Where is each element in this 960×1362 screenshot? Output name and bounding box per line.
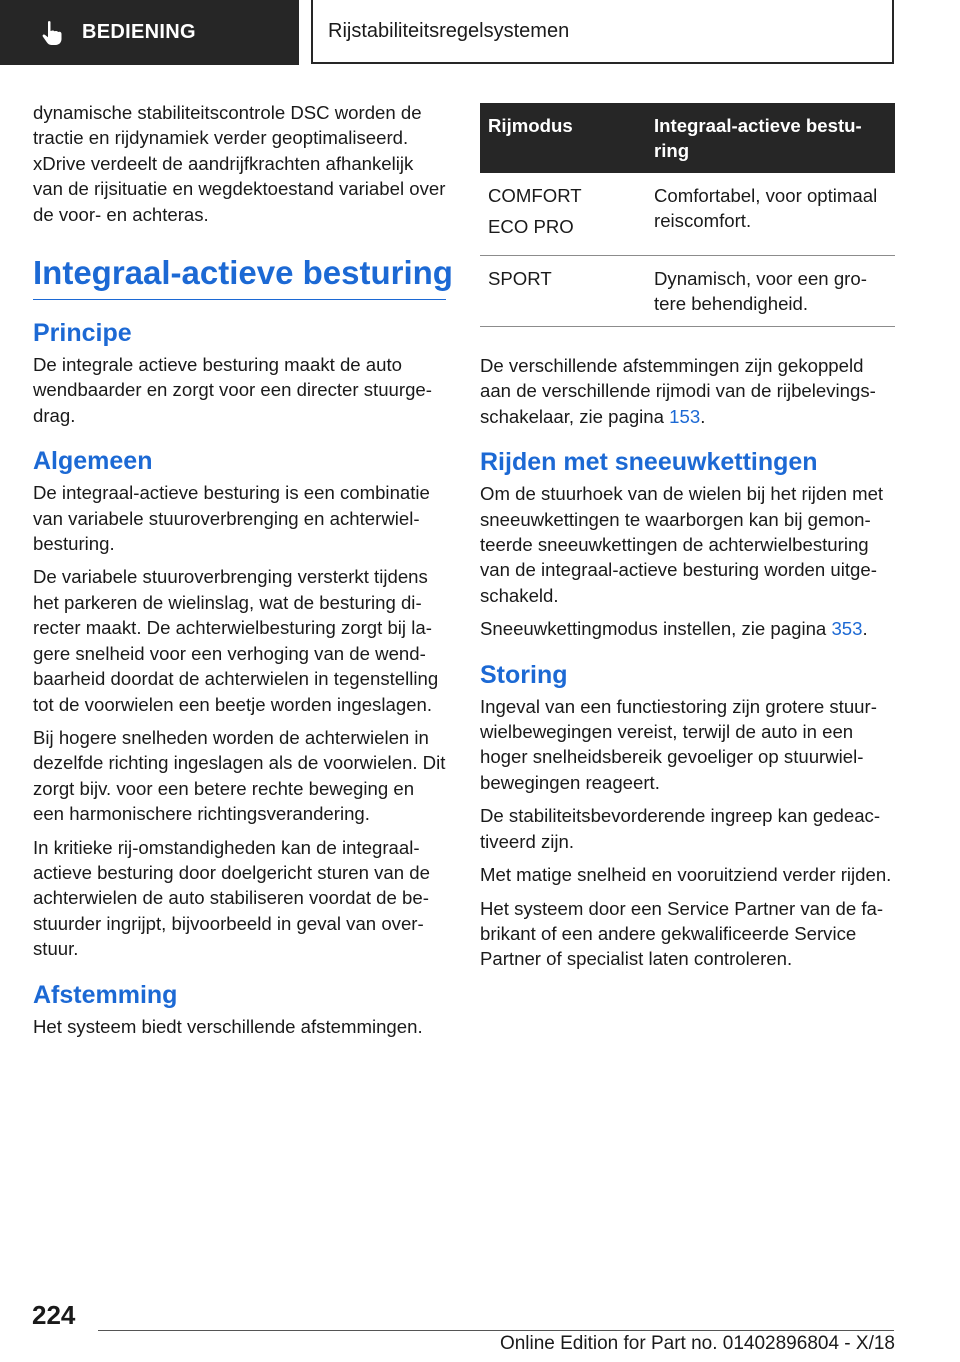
storing-paragraph-4: Het systeem door een Service Partner van de fabrikant of een andere gekwalificeerde Service Partner of specialist laten controleren. — [480, 897, 884, 970]
algemeen-paragraph-3: Bij hogere snelheden worden de achterwielen in dezelfde richting ingeslagen als de voorwielen. Dit zorgt bijv. voor een betere rechte beweging en een harmonischere richtingsverandering. — [33, 726, 446, 825]
left-column — [33, 100, 453, 1047]
algemeen-paragraph-1: De integraal-actieve besturing is een combinatie van variabele stuuroverbrenging en achterwielbesturing. — [33, 482, 430, 555]
edition-footer: Online Edition for Part no. 01402896804 - X/18 — [499, 1333, 895, 1354]
afstemming-link-paragraph — [480, 353, 895, 429]
sneeuwkettingen-paragraph-2 — [480, 616, 895, 641]
afstemming-heading: Afstemming — [33, 980, 178, 1009]
mode-table — [480, 103, 895, 327]
table-cell-mode — [480, 256, 646, 327]
storing-paragraph-2: De stabiliteitsbevorderende ingreep kan gedeactiveerd zijn. — [480, 805, 881, 852]
right-column — [480, 103, 895, 980]
storing-paragraph-1: Ingeval van een functiestoring zijn grotere stuurwielbewegingen vereist, terwijl de auto in een hoger snelheidsbereik gevoeliger op stuurwielbewegingen reageert. — [480, 695, 877, 793]
afstemming-paragraph: Het systeem biedt verschillende afstemmingen. — [33, 1015, 423, 1037]
footer-divider — [98, 1330, 894, 1331]
mode-label: SPORT — [488, 268, 552, 289]
table-cell-mode — [480, 173, 646, 256]
page-link-153[interactable]: 153 — [669, 405, 701, 427]
page-link-353[interactable]: 353 — [831, 618, 863, 640]
intro-paragraph: dynamische stabiliteitscontrole DSC worden de tractie en rijdynamiek verder geoptimaliseerd. xDrive verdeelt de aandrijfkrachten afhankelijk van de rijsituatie en wegdektoestand variabel over de voor- en achteras. — [33, 102, 446, 225]
table-row — [480, 173, 895, 256]
mode-label: COMFORT — [488, 185, 582, 206]
table-row — [480, 256, 895, 327]
sneeuwkettingen-heading: Rijden met sneeuwkettingen — [480, 448, 818, 477]
mode-label: ECO PRO — [488, 216, 574, 237]
storing-heading: Storing — [480, 660, 568, 689]
table-cell-desc: Dynamisch, voor een grotere behendigheid. — [646, 256, 895, 327]
section-tab — [0, 0, 299, 65]
text-span: . — [862, 618, 868, 640]
chapter-title: Rijstabiliteitsregelsystemen — [328, 19, 570, 42]
pointing-hand-icon — [40, 20, 64, 46]
sneeuwkettingen-paragraph-1: Om de stuurhoek van de wielen bij het rijden met sneeuwkettingen te waarborgen kan bij gemonteerde sneeuwkettingen de achterwielbesturing van de integraal-actieve besturing worden uitgeschakeld. — [480, 483, 884, 606]
table-cell-desc: Comfortabel, voor optimaal reiscomfort. — [646, 173, 895, 256]
table-header-mode: Rijmodus — [480, 103, 646, 173]
main-heading: Integraal-actieve besturing — [33, 253, 446, 300]
text-span: Sneeuwkettingmodus instellen, zie pagina — [480, 618, 832, 640]
table-header-row — [480, 103, 895, 173]
storing-paragraph-3: Met matige snelheid en vooruitziend verder rijden. — [480, 864, 892, 886]
algemeen-paragraph-4: In kritieke rij-omstandigheden kan de integraal-actieve besturing door doelgericht sturen van de achterwielen de auto stabiliseren voordat de bestuurder ingrijpt, bijvoorbeeld in geval van overstuur. — [33, 836, 430, 960]
section-title: BEDIENING — [82, 21, 196, 43]
principe-heading: Principe — [33, 319, 132, 348]
algemeen-heading: Algemeen — [33, 447, 153, 476]
text-span: . — [700, 405, 706, 427]
table-header-steering: Integraal-actieve besturing — [646, 103, 895, 173]
chapter-header — [311, 0, 894, 64]
principe-paragraph: De integrale actieve besturing maakt de auto wendbaarder en zorgt voor een directer stuurgedrag. — [33, 354, 432, 426]
algemeen-paragraph-2: De variabele stuuroverbrenging versterkt tijdens het parkeren de wielinslag, wat de besturing directer maakt. De achterwielbesturing zorgt bij lagere snelheid voor een verhoging van de wendbaarheid doordat de achterwielen in tegenstelling tot de voorwielen een beetje worden ingeslagen. — [33, 566, 439, 715]
text-span: De verschillende afstemmingen zijn gekoppeld aan de verschillende rijmodi van de rijbelevingsschakelaar, zie pagina — [480, 355, 876, 427]
page-number: 224 — [32, 1300, 76, 1330]
